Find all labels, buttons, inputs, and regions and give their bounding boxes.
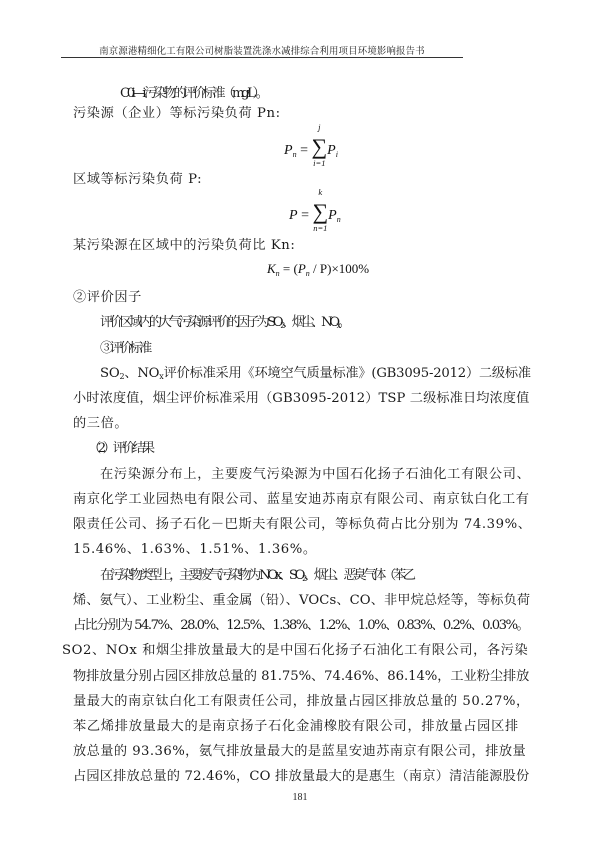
formula-p	[289, 187, 341, 233]
formula-p-sigma	[312, 187, 329, 233]
standard-line1-a: SO	[100, 366, 120, 381]
para2-line: SO2、NOx 和烟尘排放量最大的是中国石化扬子石油化工有限公司，各污染	[62, 643, 529, 658]
formula-pn-lhs-sub: n	[292, 150, 297, 159]
standard-line-2: 小时浓度值，烟尘评价标准采用（GB3095-2012）TSP 二级标准日均浓度值	[73, 391, 530, 406]
formula-kn-p-sub: n	[305, 269, 310, 278]
formula-pn-sigma	[311, 122, 328, 168]
para2-line1-a: 在污染物类型上，主要废气污染物为 NOx、SO	[100, 568, 303, 583]
formula-kn	[267, 261, 369, 278]
formula-pn-lower: i=1	[313, 158, 326, 168]
result-heading: （2）评价结果	[88, 441, 152, 456]
formula-p-upper: k	[318, 187, 323, 197]
coi-definition: C0i—i 污染物的评价标准（mg/L）。	[120, 86, 266, 101]
para2-line: 烯、氨气）、工业粉尘、重金属（铅）、VOCs、CO、非甲烷总烃等，等标负荷	[73, 593, 531, 608]
header-rule	[61, 57, 463, 58]
sigma-symbol: ∑	[311, 134, 328, 159]
para2-line: 占比分别为 54.7%、28.0%、12.5%、1.38%、1.2%、1.0%、0.83%、0.2%、0.03%。	[73, 618, 529, 633]
factor-text-b: 、烟尘、NO	[281, 315, 337, 330]
formula-p-eq: =	[297, 208, 313, 223]
factor-sub-a: 2	[280, 321, 282, 330]
standard-line-1	[100, 365, 529, 386]
para2-line: 占园区排放总量的 72.46%，CO 排放量最大的是惠生（南京）清洁能源股份	[73, 769, 530, 784]
standard-heading: ③评价标准	[100, 341, 149, 356]
para1-line: 15.46%、1.63%、1.51%、1.36%。	[73, 542, 317, 557]
para2-line: 放总量的 93.36%，氨气排放量最大的是蓝星安迪苏南京有限公司，排放量	[73, 744, 527, 759]
standard-line1-sub2: x	[159, 372, 164, 381]
factor-heading: ②评价因子	[73, 290, 142, 305]
factor-text-a: 评价区域内的大气污染源评价的因子为 SO	[100, 315, 281, 330]
formula-p-lower: n=1	[313, 223, 328, 233]
formula-pn-rhs: P	[327, 143, 336, 158]
para2-line-1	[100, 567, 556, 588]
para1-line: 在污染源分布上，主要废气污染源为中国石化扬子石油化工有限公司、	[100, 467, 531, 482]
p-label: 区域等标污染负荷 P:	[73, 172, 203, 187]
formula-kn-p: P	[297, 261, 306, 276]
page-number: 181	[292, 792, 308, 803]
formula-pn-lhs: P	[284, 143, 293, 158]
formula-pn-eq: =	[296, 143, 312, 158]
sigma-symbol: ∑	[312, 199, 329, 224]
para1-line: 限责任公司、扬子石化－巴斯夫有限公司，等标负荷占比分别为 74.39%、	[73, 517, 532, 532]
formula-kn-rest: / P)×100%	[309, 261, 370, 276]
document-title-header: 南京源港精细化工有限公司树脂装置洗涤水减排综合利用项目环境影响报告书	[99, 46, 425, 57]
pn-label: 污染源（企业）等标污染负荷 Pn:	[73, 106, 281, 121]
formula-kn-eq: = (	[279, 261, 298, 276]
formula-pn-upper: j	[318, 122, 321, 132]
para2-line1-sub: 2	[302, 574, 304, 583]
formula-pn	[284, 122, 338, 168]
formula-p-rhs-sub: n	[336, 215, 341, 224]
formula-p-lhs: P	[289, 208, 298, 223]
para2-line1-b: 、烟尘、恶臭气体（苯乙	[303, 568, 413, 583]
para2-line: 苯乙烯排放量最大的是南京扬子石化金浦橡胶有限公司，排放量占园区排	[73, 719, 519, 734]
factor-text-c: 。	[337, 315, 348, 330]
formula-kn-lhs: K	[267, 261, 276, 276]
formula-p-rhs: P	[328, 208, 337, 223]
formula-pn-rhs-sub: i	[335, 150, 338, 159]
standard-line1-c: 评价标准采用《环境空气质量标准》(GB3095-2012）二级标准	[163, 366, 531, 381]
para2-line: 量最大的南京钛白化工有限责任公司，排放量占园区排放总量的 50.27%，	[73, 694, 530, 709]
standard-line1-b: 、NO	[124, 366, 160, 381]
factor-sub-b: x	[336, 321, 338, 330]
para2-line: 物排放量分别占园区排放总量的 81.75%、74.46%、86.14%，工业粉尘排放	[73, 669, 530, 684]
kn-label: 某污染源在区域中的污染负荷比 Kn:	[73, 238, 296, 253]
formula-kn-lhs-sub: n	[275, 269, 280, 278]
standard-line-3: 的三倍。	[73, 416, 129, 431]
standard-line1-sub1: 2	[119, 372, 125, 381]
para1-line: 南京化学工业园热电有限公司、蓝星安迪苏南京有限公司、南京钛白化工有	[73, 492, 530, 507]
factor-text	[100, 314, 556, 335]
